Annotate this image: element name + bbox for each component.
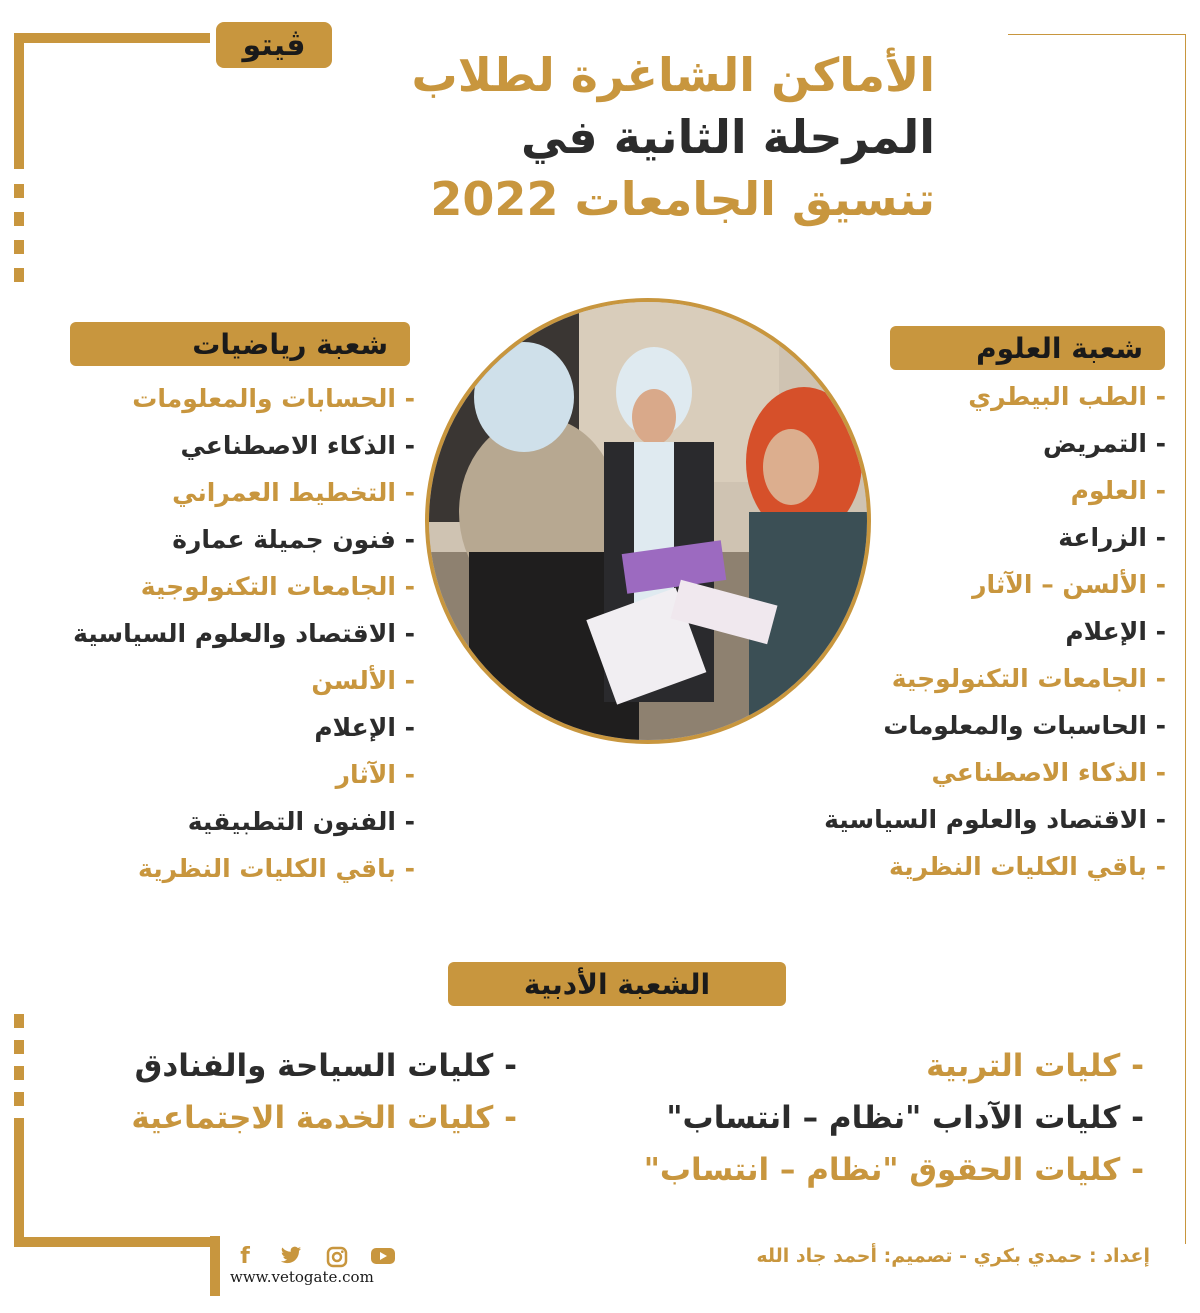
list-item: - كليات الحقوق "نظام – انتساب": [643, 1152, 1144, 1188]
frame-dash: [14, 268, 24, 282]
list-item: - كليات الآداب "نظام – انتساب": [666, 1100, 1144, 1136]
list-item: - الألسن: [311, 666, 415, 695]
list-item: - التمريض: [1042, 429, 1166, 458]
literary-header: [448, 962, 786, 1006]
list-item: - باقي الكليات النظرية: [889, 852, 1166, 881]
list-item: - الإعلام: [1065, 617, 1166, 646]
frame-dash: [14, 240, 24, 254]
literary-list-left: [0, 1040, 517, 1144]
brand-logo: [216, 22, 332, 68]
youtube-icon[interactable]: [370, 1246, 396, 1268]
math-list: [5, 375, 415, 892]
list-item: - كليات التربية: [926, 1048, 1144, 1084]
list-item: - الفنون التطبيقية: [187, 807, 415, 836]
science-header-label: شعبة العلوم: [976, 331, 1143, 365]
frame-dash: [14, 1014, 24, 1028]
science-header: [890, 326, 1165, 370]
frame-dash: [14, 184, 24, 198]
social-links: [232, 1246, 396, 1268]
list-item: - الجامعات التكنولوجية: [140, 572, 415, 601]
list-item: - الآثار: [335, 760, 415, 789]
list-item: - العلوم: [1070, 476, 1166, 505]
frame-dash: [14, 212, 24, 226]
math-header: [70, 322, 410, 366]
list-item: - باقي الكليات النظرية: [138, 854, 415, 883]
logo-text: ڤيتو: [242, 27, 306, 63]
literary-list-right: [544, 1040, 1144, 1196]
website-url[interactable]: www.vetogate.com: [230, 1268, 374, 1286]
list-item: - التخطيط العمراني: [172, 478, 415, 507]
math-header-label: شعبة رياضيات: [192, 327, 388, 361]
frame-thin-right: [1185, 34, 1186, 1244]
title-line-2: المرحلة الثانية في: [520, 110, 935, 164]
list-item: - كليات الخدمة الاجتماعية: [131, 1100, 517, 1136]
title-line-1: الأماكن الشاغرة لطلاب: [411, 48, 935, 102]
instagram-icon[interactable]: [324, 1246, 350, 1268]
credits: إعداد : حمدي بكري - تصميم: أحمد جاد الله: [756, 1245, 1150, 1267]
frame-corner-bottom: [14, 1237, 220, 1247]
list-item: - الإعلام: [314, 713, 415, 742]
twitter-icon[interactable]: [278, 1246, 304, 1268]
list-item: - الذكاء الاصطناعي: [180, 431, 415, 460]
list-item: - كليات السياحة والفنادق: [134, 1048, 517, 1084]
list-item: - الاقتصاد والعلوم السياسية: [824, 805, 1166, 834]
list-item: - الذكاء الاصطناعي: [931, 758, 1166, 787]
literary-header-label: الشعبة الأدبية: [523, 967, 711, 1001]
list-item: - الزراعة: [1058, 523, 1166, 552]
list-item: - الجامعات التكنولوجية: [891, 664, 1166, 693]
facebook-icon[interactable]: f: [240, 1244, 250, 1269]
title-line-3: تنسيق الجامعات 2022: [430, 172, 935, 226]
frame-corner-top: [14, 33, 210, 43]
list-item: - الحاسبات والمعلومات: [883, 711, 1166, 740]
list-item: - الحسابات والمعلومات: [132, 384, 415, 413]
list-item: - الاقتصاد والعلوم السياسية: [73, 619, 415, 648]
frame-thin-top: [1008, 34, 1186, 35]
students-illustration: [429, 302, 867, 740]
frame-left-edge: [14, 33, 24, 169]
list-item: - الألسن – الآثار: [972, 570, 1166, 599]
list-item: - فنون جميلة عمارة: [172, 525, 415, 554]
list-item: - الطب البيطري: [968, 382, 1166, 411]
students-photo: [425, 298, 871, 744]
frame-bottom-edge: [210, 1236, 220, 1296]
